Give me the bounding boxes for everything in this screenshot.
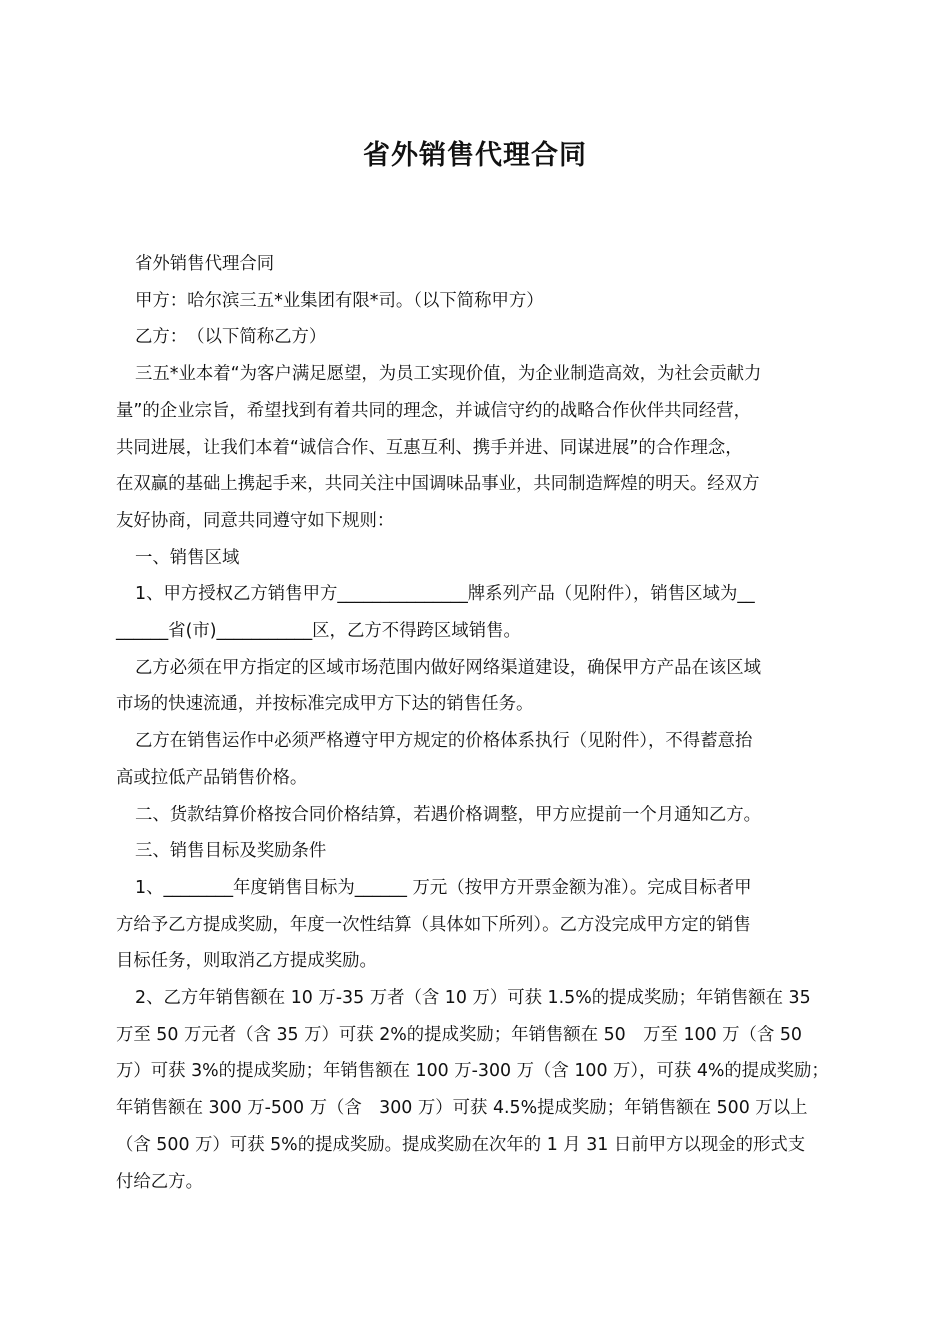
clause-line: 年销售额在 300 万-500 万（含 300 万）可获 4.5%提成奖励；年销售额在 500 万以上 bbox=[116, 1098, 808, 1119]
preamble-line: 友好协商，同意共同遵守如下规则： bbox=[116, 510, 395, 531]
clause-line: （含 500 万）可获 5%的提成奖励。提成奖励在次年的 1 月 31 日前甲方以现金的形式支 bbox=[116, 1134, 806, 1155]
clause-line: 乙方在销售运作中必须严格遵守甲方规定的价格体系执行（见附件），不得蓄意抬 bbox=[135, 731, 753, 752]
preamble-line: 三五*业本着“为客户满足愿望，为员工实现价值，为企业制造高效，为社会贡献力 bbox=[135, 364, 762, 385]
clause-line: 市场的快速流通，并按标准完成甲方下达的销售任务。 bbox=[116, 694, 534, 715]
clause-line: 方给予乙方提成奖励，年度一次性结算（具体如下所列）。乙方没完成甲方定的销售 bbox=[116, 914, 751, 935]
section-heading: 二、货款结算价格按合同价格结算，若遇价格调整，甲方应提前一个月通知乙方。 bbox=[135, 804, 762, 825]
clause-line: 1、甲方授权乙方销售甲方_______________牌系列产品（见附件），销售区域为__ bbox=[135, 584, 755, 605]
clause-line: 万）可获 3%的提成奖励；年销售额在 100 万-300 万（含 100 万），可获 4%的提成奖励； bbox=[116, 1061, 829, 1082]
party-b-line: 乙方： （以下简称乙方） bbox=[135, 327, 327, 348]
clause-line: ______省(市)___________区，乙方不得跨区域销售。 bbox=[116, 621, 521, 642]
clause-line: 目标任务，则取消乙方提成奖励。 bbox=[116, 951, 377, 972]
preamble-line: 量”的企业宗旨，希望找到有着共同的理念，并诚信守约的战略合作伙伴共同经营， bbox=[116, 400, 752, 421]
clause-line: 高或拉低产品销售价格。 bbox=[116, 767, 308, 788]
party-a-line: 甲方：哈尔滨三五*业集团有限*司。（以下简称甲方） bbox=[135, 290, 544, 311]
clause-line: 万至 50 万元者（含 35 万）可获 2%的提成奖励；年销售额在 50 万至 100 万（含 50 bbox=[116, 1024, 802, 1045]
document-body bbox=[116, 246, 846, 1200]
section-heading: 一、销售区域 bbox=[135, 547, 240, 568]
subtitle-line: 省外销售代理合同 bbox=[135, 254, 275, 274]
section-heading: 三、销售目标及奖励条件 bbox=[135, 841, 327, 862]
clause-line: 乙方必须在甲方指定的区域市场范围内做好网络渠道建设，确保甲方产品在该区域 bbox=[135, 657, 762, 678]
preamble-line: 在双赢的基础上携起手来，共同关注中国调味品事业，共同制造辉煌的明天。经双方 bbox=[116, 474, 760, 495]
preamble-line: 共同进展，让我们本着“诚信合作、互惠互利、携手并进、同谋进展”的合作理念， bbox=[116, 437, 743, 458]
clause-line: 付给乙方。 bbox=[116, 1171, 203, 1192]
clause-line: 2、乙方年销售额在 10 万-35 万者（含 10 万）可获 1.5%的提成奖励；年销售额在 35 bbox=[135, 988, 811, 1009]
document-title: 省外销售代理合同 bbox=[363, 140, 587, 171]
clause-line: 1、________年度销售目标为______ 万元（按甲方开票金额为准）。完成目标者甲 bbox=[135, 877, 752, 898]
